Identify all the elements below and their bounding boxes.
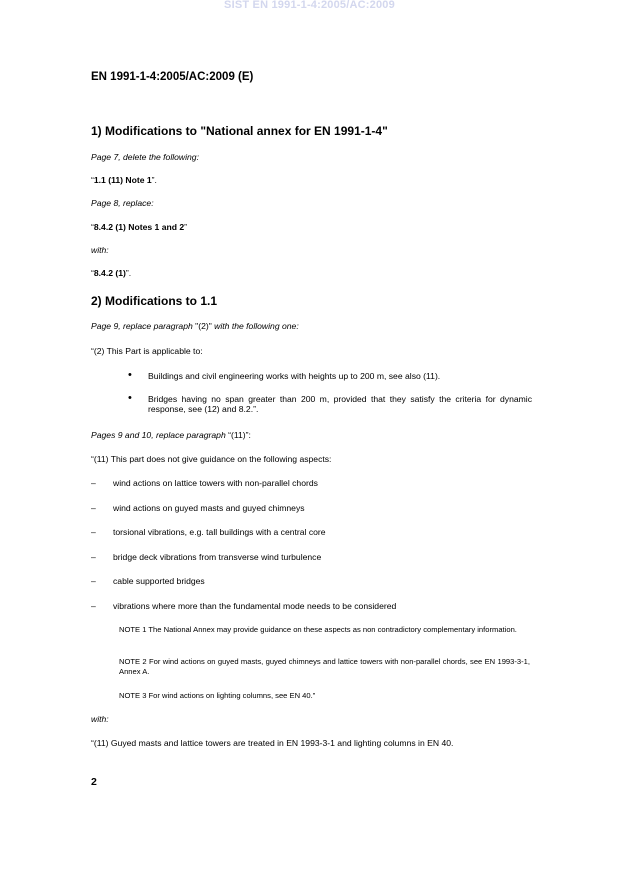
bullet-marker: •: [128, 392, 132, 404]
dash-marker: –: [91, 503, 96, 513]
section-1-heading: 1) Modifications to "National annex for EN 1991-1-4": [91, 124, 388, 138]
note-1: NOTE 1 The National Annex may provide guidance on these aspects as non contradictory complementary information.: [119, 625, 517, 634]
section-2-heading: 2) Modifications to 1.1: [91, 294, 218, 308]
bullet-marker: •: [128, 369, 132, 381]
page8-new-reference: “8.4.2 (1)”.: [91, 268, 132, 278]
dash-marker: –: [91, 576, 96, 586]
page-number: 2: [91, 776, 97, 788]
pages9-10-instruction: Pages 9 and 10, replace paragraph “(11)”:: [91, 430, 251, 440]
bullet-item: Bridges having no span greater than 200 m, provided that they satisfy the criteria for dynamic response, see (12) and 8.2.”.: [148, 394, 532, 414]
list-item: vibrations where more than the fundamental mode needs to be considered: [113, 601, 397, 611]
list-item: wind actions on guyed masts and guyed chimneys: [113, 503, 305, 513]
page8-instruction: Page 8, replace:: [91, 198, 154, 208]
page9-instruction: Page 9, replace paragraph "(2)" with the following one:: [91, 321, 299, 331]
with-label-1: with:: [91, 245, 109, 255]
note-2: NOTE 2 For wind actions on guyed masts, guyed chimneys and lattice towers with non-parallel chords, see EN 1993-3-1, Annex A.: [119, 657, 530, 676]
page8-reference: “8.4.2 (1) Notes 1 and 2”: [91, 222, 188, 232]
dash-marker: –: [91, 552, 96, 562]
note-3: NOTE 3 For wind actions on lighting columns, see EN 40.”: [119, 691, 316, 700]
page7-instruction: Page 7, delete the following:: [91, 152, 199, 162]
replacement-paragraph: “(11) Guyed masts and lattice towers are treated in EN 1993-3-1 and lighting columns in EN 40.: [91, 738, 454, 748]
watermark: SIST EN 1991-1-4:2005/AC:2009: [224, 0, 395, 11]
with-label-2: with:: [91, 714, 109, 724]
dash-marker: –: [91, 601, 96, 611]
paragraph-11-intro: “(11) This part does not give guidance on the following aspects:: [91, 454, 332, 464]
list-item: cable supported bridges: [113, 576, 205, 586]
dash-marker: –: [91, 527, 96, 537]
page7-reference: “1.1 (11) Note 1”.: [91, 175, 157, 185]
bullet-item: Buildings and civil engineering works with heights up to 200 m, see also (11).: [148, 371, 441, 381]
document-title: EN 1991-1-4:2005/AC:2009 (E): [91, 71, 254, 83]
paragraph-2-intro: “(2) This Part is applicable to:: [91, 346, 203, 356]
list-item: torsional vibrations, e.g. tall buildings with a central core: [113, 527, 326, 537]
dash-marker: –: [91, 478, 96, 488]
list-item: wind actions on lattice towers with non-parallel chords: [113, 478, 318, 488]
list-item: bridge deck vibrations from transverse wind turbulence: [113, 552, 322, 562]
